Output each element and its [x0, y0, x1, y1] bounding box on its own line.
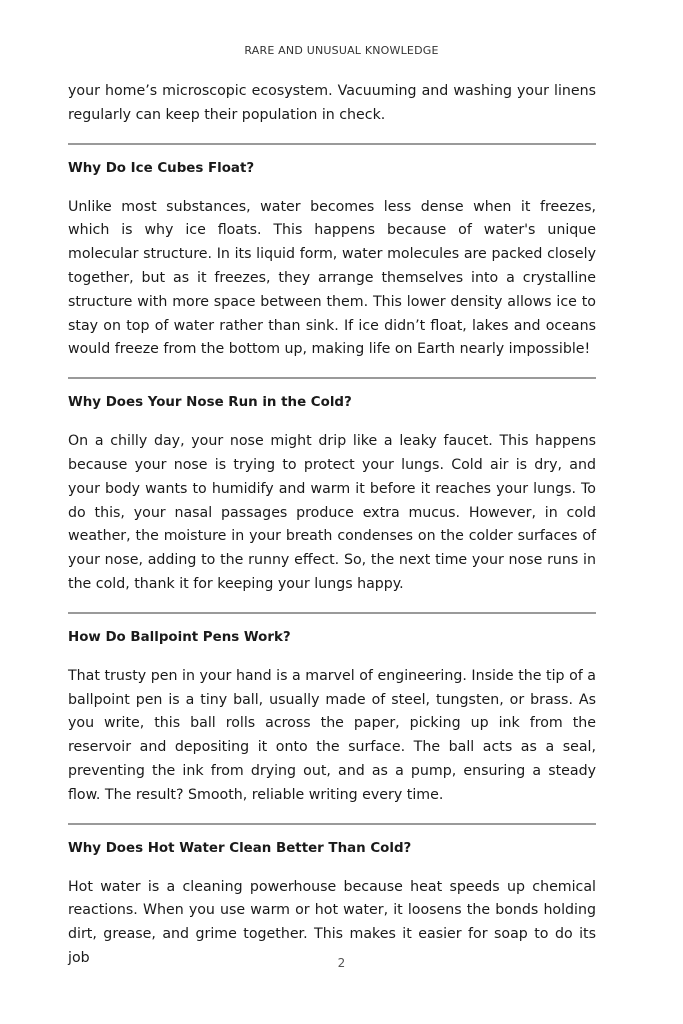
- intro-paragraph: your home’s microscopic ecosystem. Vacuuming and washing your linens regularly can keep their population in check.: [68, 83, 596, 123]
- section-divider: [68, 377, 596, 379]
- running-header: RARE AND UNUSUAL KNOWLEDGE: [244, 44, 439, 57]
- section-heading: How Do Ballpoint Pens Work?: [68, 629, 291, 645]
- section-divider: [68, 143, 596, 145]
- section-heading: Why Does Hot Water Clean Better Than Cold?: [68, 840, 412, 856]
- section-body: On a chilly day, your nose might drip like a leaky faucet. This happens because your nose is trying to protect your lungs. Cold air is dry, and your body wants to humidify and warm it before it reaches your lungs. To do this, your nasal passages produce extra mucus. However, in cold weather, the moisture in your breath condenses on the colder surfaces of your nose, adding to the runny effect. So, the next time your nose runs in the cold, thank it for keeping your lungs happy.: [68, 433, 596, 592]
- section-heading: Why Do Ice Cubes Float?: [68, 160, 255, 176]
- section-divider: [68, 612, 596, 614]
- section-heading: Why Does Your Nose Run in the Cold?: [68, 395, 352, 411]
- section-divider: [68, 823, 596, 825]
- section-body: That trusty pen in your hand is a marvel of engineering. Inside the tip of a ballpoint pen is a tiny ball, usually made of steel, tungsten, or brass. As you write, this ball rolls across the paper, picking up ink from the reservoir and depositing it onto the surface. The ball acts as a seal, preventing the ink from drying out, and as a pump, ensuring a steady flow. The result? Smooth, reliable writing every time.: [68, 667, 596, 803]
- section-body: Unlike most substances, water becomes less dense when it freezes, which is why ice floats. This happens because of water's unique molecular structure. In its liquid form, water molecules are packed closely together, but as it freezes, they arrange themselves into a crystalline structure with more space between them. This lower density allows ice to stay on top of water rather than sink. If ice didn’t float, lakes and oceans would freeze from the bottom up, making life on Earth nearly impossible!: [68, 198, 596, 358]
- section-body: Hot water is a cleaning powerhouse because heat speeds up chemical reactions. When you use warm or hot water, it loosens the bonds holding dirt, grease, and grime together. This makes it easier for soap to do its job: [68, 878, 596, 966]
- page-content: [68, 80, 596, 971]
- page-number: 2: [337, 956, 346, 970]
